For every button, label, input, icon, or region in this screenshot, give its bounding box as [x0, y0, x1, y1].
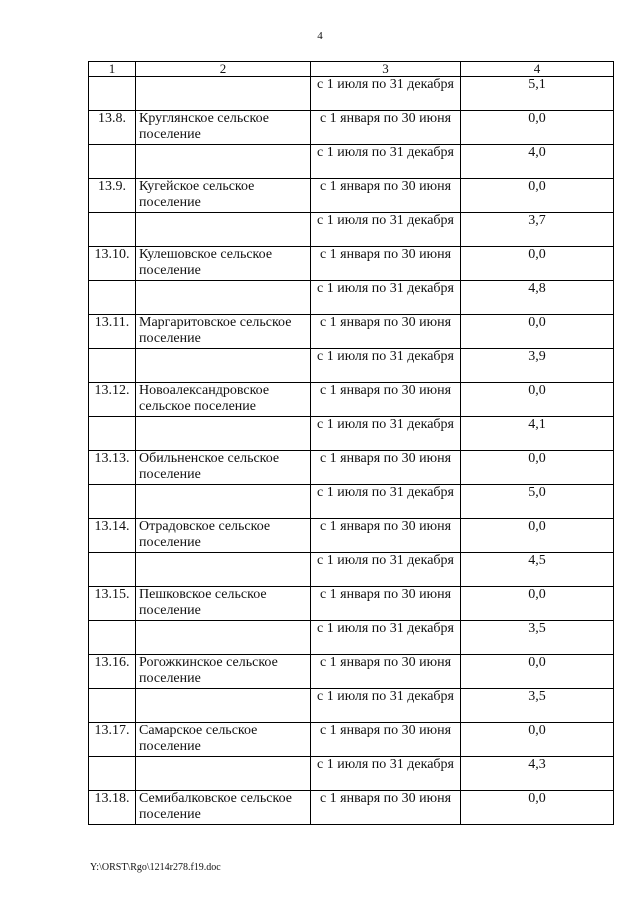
settlement-name-cell: Маргаритовское сельское поселение	[136, 315, 311, 349]
table-row	[89, 655, 614, 689]
period-cell: с 1 июля по 31 декабря	[311, 553, 461, 587]
value-cell: 4,5	[461, 553, 614, 587]
period-cell: с 1 января по 30 июня	[311, 587, 461, 621]
value-cell: 0,0	[461, 791, 614, 825]
table-row	[89, 77, 614, 111]
row-number-cell	[89, 77, 136, 111]
value-cell: 4,8	[461, 281, 614, 315]
table-row	[89, 757, 614, 791]
row-number-cell: 13.17.	[89, 723, 136, 757]
row-number-cell: 13.15.	[89, 587, 136, 621]
value-cell: 4,3	[461, 757, 614, 791]
settlement-name-cell	[136, 349, 311, 383]
column-header: 1	[89, 62, 136, 77]
settlement-name-cell	[136, 417, 311, 451]
period-cell: с 1 января по 30 июня	[311, 315, 461, 349]
row-number-cell	[89, 621, 136, 655]
table-row	[89, 349, 614, 383]
value-cell: 0,0	[461, 451, 614, 485]
table-row	[89, 111, 614, 145]
table-row	[89, 281, 614, 315]
period-cell: с 1 января по 30 июня	[311, 179, 461, 213]
period-cell: с 1 января по 30 июня	[311, 383, 461, 417]
row-number-cell: 13.11.	[89, 315, 136, 349]
settlement-name-cell: Самарское сельское поселение	[136, 723, 311, 757]
row-number-cell	[89, 553, 136, 587]
settlement-name-cell	[136, 77, 311, 111]
period-cell: с 1 января по 30 июня	[311, 791, 461, 825]
value-cell: 3,7	[461, 213, 614, 247]
period-cell: с 1 июля по 31 декабря	[311, 417, 461, 451]
value-cell: 0,0	[461, 315, 614, 349]
table-row	[89, 383, 614, 417]
row-number-cell: 13.10.	[89, 247, 136, 281]
value-cell: 3,5	[461, 689, 614, 723]
table-row	[89, 621, 614, 655]
settlement-name-cell: Семибалковское сельское поселение	[136, 791, 311, 825]
settlement-name-cell: Кугейское сельское поселение	[136, 179, 311, 213]
table-header-row	[89, 62, 614, 77]
value-cell: 5,0	[461, 485, 614, 519]
period-cell: с 1 января по 30 июня	[311, 451, 461, 485]
row-number-cell	[89, 417, 136, 451]
table-row	[89, 417, 614, 451]
period-cell: с 1 июля по 31 декабря	[311, 77, 461, 111]
period-cell: с 1 июля по 31 декабря	[311, 689, 461, 723]
row-number-cell: 13.16.	[89, 655, 136, 689]
table-row	[89, 315, 614, 349]
value-cell: 3,9	[461, 349, 614, 383]
value-cell: 4,0	[461, 145, 614, 179]
value-cell: 0,0	[461, 111, 614, 145]
settlement-name-cell: Отрадовское сельское поселение	[136, 519, 311, 553]
period-cell: с 1 января по 30 июня	[311, 723, 461, 757]
settlement-name-cell: Круглянское сельское поселение	[136, 111, 311, 145]
row-number-cell: 13.18.	[89, 791, 136, 825]
settlement-name-cell	[136, 485, 311, 519]
row-number-cell	[89, 757, 136, 791]
value-cell: 4,1	[461, 417, 614, 451]
table-row	[89, 519, 614, 553]
period-cell: с 1 июля по 31 декабря	[311, 213, 461, 247]
settlement-name-cell: Новоалександровское сельское поселение	[136, 383, 311, 417]
row-number-cell: 13.13.	[89, 451, 136, 485]
period-cell: с 1 января по 30 июня	[311, 519, 461, 553]
settlement-name-cell	[136, 621, 311, 655]
period-cell: с 1 января по 30 июня	[311, 247, 461, 281]
value-cell: 0,0	[461, 179, 614, 213]
row-number-cell	[89, 145, 136, 179]
page-number: 4	[317, 30, 323, 42]
value-cell: 0,0	[461, 247, 614, 281]
period-cell: с 1 июля по 31 декабря	[311, 757, 461, 791]
row-number-cell: 13.8.	[89, 111, 136, 145]
table-row	[89, 451, 614, 485]
settlement-name-cell: Кулешовское сельское поселение	[136, 247, 311, 281]
table-row	[89, 213, 614, 247]
value-cell: 0,0	[461, 519, 614, 553]
table-row	[89, 485, 614, 519]
settlement-name-cell: Рогожкинское сельское поселение	[136, 655, 311, 689]
table-row	[89, 247, 614, 281]
settlement-name-cell	[136, 689, 311, 723]
row-number-cell: 13.14.	[89, 519, 136, 553]
row-number-cell	[89, 281, 136, 315]
row-number-cell	[89, 689, 136, 723]
settlement-name-cell	[136, 213, 311, 247]
value-cell: 0,0	[461, 723, 614, 757]
period-cell: с 1 июля по 31 декабря	[311, 145, 461, 179]
row-number-cell	[89, 349, 136, 383]
row-number-cell: 13.12.	[89, 383, 136, 417]
table-row	[89, 553, 614, 587]
table-body	[89, 77, 614, 825]
table-row	[89, 791, 614, 825]
value-cell: 0,0	[461, 587, 614, 621]
table-row	[89, 145, 614, 179]
settlement-name-cell	[136, 281, 311, 315]
settlement-name-cell	[136, 757, 311, 791]
table-row	[89, 179, 614, 213]
value-cell: 0,0	[461, 655, 614, 689]
table-row	[89, 689, 614, 723]
row-number-cell	[89, 213, 136, 247]
period-cell: с 1 января по 30 июня	[311, 111, 461, 145]
column-header: 3	[311, 62, 461, 77]
period-cell: с 1 июля по 31 декабря	[311, 485, 461, 519]
column-header: 2	[136, 62, 311, 77]
file-path-footer: Y:\ORST\Rgo\1214r278.f19.doc	[90, 862, 221, 873]
table-row	[89, 723, 614, 757]
data-table	[88, 61, 614, 825]
settlement-name-cell: Обильненское сельское поселение	[136, 451, 311, 485]
period-cell: с 1 января по 30 июня	[311, 655, 461, 689]
row-number-cell	[89, 485, 136, 519]
value-cell: 3,5	[461, 621, 614, 655]
settlement-name-cell	[136, 145, 311, 179]
period-cell: с 1 июля по 31 декабря	[311, 621, 461, 655]
table-row	[89, 587, 614, 621]
settlement-name-cell	[136, 553, 311, 587]
period-cell: с 1 июля по 31 декабря	[311, 281, 461, 315]
value-cell: 0,0	[461, 383, 614, 417]
settlement-name-cell: Пешковское сельское поселение	[136, 587, 311, 621]
column-header: 4	[461, 62, 614, 77]
row-number-cell: 13.9.	[89, 179, 136, 213]
period-cell: с 1 июля по 31 декабря	[311, 349, 461, 383]
value-cell: 5,1	[461, 77, 614, 111]
